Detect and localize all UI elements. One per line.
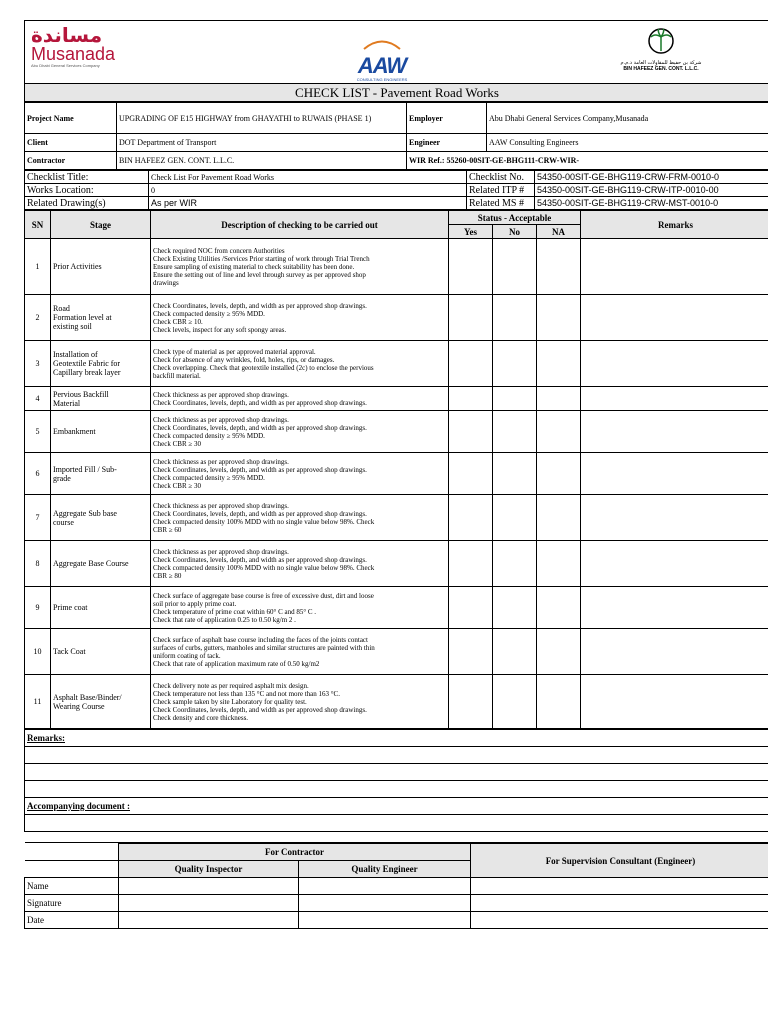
- checklist-no-value: 54350-00SIT-GE-BHG119-CRW-FRM-0010-0: [535, 171, 768, 184]
- status-na-cell[interactable]: [537, 453, 581, 495]
- wir-ref: WIR Ref.: 55260-00SIT-GE-BHG111-CRW-WIR-: [407, 152, 768, 170]
- row-stage: Aggregate Sub base course: [51, 495, 151, 541]
- row-remarks-cell[interactable]: [581, 495, 768, 541]
- stage-header: Stage: [51, 211, 151, 239]
- status-no-cell[interactable]: [493, 675, 537, 729]
- row-remarks-cell[interactable]: [581, 453, 768, 495]
- na-header: NA: [537, 225, 581, 239]
- row-sn: 10: [25, 629, 51, 675]
- description-line: Check compacted density ≥ 95% MDD.: [153, 309, 265, 318]
- row-remarks-cell[interactable]: [581, 587, 768, 629]
- project-name-label: Project Name: [25, 103, 117, 134]
- row-description: [151, 341, 449, 387]
- description-line: Check Coordinates, levels, depth, and width as per approved shop drawings.: [153, 301, 367, 310]
- spacer-row: [25, 832, 768, 843]
- description-line: Check CBR ≥ 10.: [153, 317, 203, 326]
- row-remarks-cell[interactable]: [581, 675, 768, 729]
- remarks-label: Remarks:: [25, 730, 768, 747]
- related-drawing-value: As per WIR: [149, 197, 467, 210]
- checklist-meta-table: [24, 170, 768, 210]
- project-info-table: [24, 102, 768, 170]
- description-line: soil prior to apply prime coat.: [153, 599, 237, 608]
- row-description: [151, 587, 449, 629]
- checklist-row: [25, 239, 768, 295]
- row-stage: Prime coat: [51, 587, 151, 629]
- row-description: [151, 387, 449, 411]
- date-label: Date: [25, 912, 119, 929]
- remarks-table: [24, 729, 768, 843]
- related-itp-value: 54350-00SIT-GE-BHG119-CRW-ITP-0010-00: [535, 184, 768, 197]
- row-stage: Prior Activities: [51, 239, 151, 295]
- no-header: No: [493, 225, 537, 239]
- row-stage: Road Formation level at existing soil: [51, 295, 151, 341]
- row-remarks-cell[interactable]: [581, 541, 768, 587]
- description-line: Check that rate of application 0.25 to 0.50 kg/m 2 .: [153, 615, 296, 624]
- row-sn: 9: [25, 587, 51, 629]
- description-line: Check levels, inspect for any soft spongy areas.: [153, 325, 287, 334]
- row-sn: 2: [25, 295, 51, 341]
- contractor-label: Contractor: [25, 152, 117, 170]
- description-line: Check compacted density ≥ 95% MDD.: [153, 473, 265, 482]
- status-yes-cell[interactable]: [449, 541, 493, 587]
- status-yes-cell[interactable]: [449, 295, 493, 341]
- accompanying-label: Accompanying document :: [25, 798, 768, 815]
- row-stage: Embankment: [51, 411, 151, 453]
- row-stage: Pervious Backfill Material: [51, 387, 151, 411]
- supervision-signature-cell[interactable]: [471, 895, 768, 912]
- status-header: Status - Acceptable: [449, 211, 581, 225]
- description-line: Check surface of asphalt base course including the faces of the joints contact: [153, 635, 368, 644]
- description-line: Check compacted density 100% MDD with no single value below 98%. Check: [153, 517, 375, 526]
- status-yes-cell[interactable]: [449, 675, 493, 729]
- row-description: [151, 629, 449, 675]
- row-remarks-cell[interactable]: [581, 411, 768, 453]
- description-line: Check temperature of prime coat within 60° C and 85° C .: [153, 607, 317, 616]
- description-line: Check sample taken by site Laboratory for quality test.: [153, 697, 307, 706]
- checklist-row: [25, 629, 768, 675]
- remarks-line[interactable]: [25, 747, 768, 764]
- row-description: [151, 675, 449, 729]
- status-no-cell[interactable]: [493, 629, 537, 675]
- engineer-name-cell[interactable]: [299, 878, 471, 895]
- engineer-date-cell[interactable]: [299, 912, 471, 929]
- description-line: Check density and core thickness.: [153, 713, 249, 722]
- checklist-table: [24, 210, 768, 729]
- yes-header: Yes: [449, 225, 493, 239]
- checklist-title-value: Check List For Pavement Road Works: [149, 171, 467, 184]
- status-yes-cell[interactable]: [449, 453, 493, 495]
- description-line: Check thickness as per approved shop drawings.: [153, 547, 289, 556]
- works-location-label: Works Location:: [25, 184, 149, 197]
- status-na-cell[interactable]: [537, 387, 581, 411]
- status-na-cell[interactable]: [537, 587, 581, 629]
- row-remarks-cell[interactable]: [581, 295, 768, 341]
- description-line: Check that rate of application maximum rate of 0.50 kg/m2: [153, 659, 320, 668]
- description-line: Check Existing Utilities /Services Prior starting of work through Trial Trench: [153, 254, 370, 263]
- status-na-cell[interactable]: [537, 239, 581, 295]
- row-stage: Asphalt Base/Binder/ Wearing Course: [51, 675, 151, 729]
- status-no-cell[interactable]: [493, 295, 537, 341]
- musanada-subtitle: Abu Dhabi General Services Company: [31, 63, 100, 68]
- works-location-value: 0: [149, 184, 467, 197]
- row-description: [151, 541, 449, 587]
- for-supervision-header: For Supervision Consultant (Engineer): [471, 844, 768, 878]
- inspector-date-cell[interactable]: [119, 912, 299, 929]
- status-na-cell[interactable]: [537, 495, 581, 541]
- binhafeez-logo: [613, 27, 709, 79]
- row-description: [151, 295, 449, 341]
- status-na-cell[interactable]: [537, 341, 581, 387]
- engineer-value: AAW Consulting Engineers: [487, 134, 768, 152]
- musanada-arabic: مساندة: [31, 23, 103, 47]
- quality-inspector-header: Quality Inspector: [119, 861, 299, 878]
- quality-engineer-header: Quality Engineer: [299, 861, 471, 878]
- project-name-value: UPGRADING OF E15 HIGHWAY from GHAYATHI to RUWAIS (PHASE 1): [117, 103, 407, 134]
- description-line: Check temperature not less than 135 °C and not more than 163 °C.: [153, 689, 340, 698]
- signature-table: [24, 843, 768, 929]
- description-line: Ensure the setting out of line and level through survey as per approved shop: [153, 270, 366, 279]
- description-line: Check type of material as per approved material approval.: [153, 347, 316, 356]
- description-line: Check Coordinates, levels, depth, and width as per approved shop drawings.: [153, 465, 367, 474]
- related-itp-label: Related ITP #: [467, 184, 535, 197]
- status-na-cell[interactable]: [537, 629, 581, 675]
- row-sn: 7: [25, 495, 51, 541]
- row-stage: Installation of Geotextile Fabric for Capillary break layer: [51, 341, 151, 387]
- binhafeez-name: BIN HAFEEZ GEN. CONT. L.L.C.: [623, 66, 699, 72]
- checklist-row: [25, 295, 768, 341]
- description-line: Check delivery note as per required asphalt mix design.: [153, 681, 309, 690]
- description-line: Check for absence of any wrinkles, fold, holes, rips, or damages.: [153, 355, 335, 364]
- description-line: Check compacted density ≥ 95% MDD.: [153, 431, 265, 440]
- status-no-cell[interactable]: [493, 495, 537, 541]
- accompanying-line[interactable]: [25, 815, 768, 832]
- description-line: surfaces of curbs, gutters, manholes and similar structures are painted with thin: [153, 643, 375, 652]
- row-description: [151, 453, 449, 495]
- status-na-cell[interactable]: [537, 675, 581, 729]
- checklist-row: [25, 587, 768, 629]
- row-remarks-cell[interactable]: [581, 239, 768, 295]
- musanada-name: Musanada: [31, 44, 116, 64]
- employer-value: Abu Dhabi General Services Company,Musanada: [487, 103, 768, 134]
- related-ms-label: Related MS #: [467, 197, 535, 210]
- description-line: Check thickness as per approved shop drawings.: [153, 390, 289, 399]
- page-title: CHECK LIST - Pavement Road Works: [24, 83, 768, 102]
- client-value: DOT Department of Transport: [117, 134, 407, 152]
- status-no-cell[interactable]: [493, 587, 537, 629]
- description-line: Check Coordinates, levels, depth, and width as per approved shop drawings.: [153, 509, 367, 518]
- palm-tree-icon: [645, 27, 677, 55]
- checklist-no-label: Checklist No.: [467, 171, 535, 184]
- related-drawing-label: Related Drawing(s): [25, 197, 149, 210]
- aaw-arc-icon: [362, 38, 402, 50]
- description-line: Check CBR ≥ 30: [153, 439, 201, 448]
- description-line: Check required NOC from concern Authorities: [153, 246, 285, 255]
- status-yes-cell[interactable]: [449, 629, 493, 675]
- row-stage: Tack Coat: [51, 629, 151, 675]
- signature-label: Signature: [25, 895, 119, 912]
- engineer-label: Engineer: [407, 134, 487, 152]
- row-description: [151, 239, 449, 295]
- status-yes-cell[interactable]: [449, 411, 493, 453]
- inspector-signature-cell[interactable]: [119, 895, 299, 912]
- status-yes-cell[interactable]: [449, 387, 493, 411]
- remarks-line[interactable]: [25, 764, 768, 781]
- row-sn: 8: [25, 541, 51, 587]
- description-line: backfill material.: [153, 371, 201, 380]
- client-label: Client: [25, 134, 117, 152]
- contractor-value: BIN HAFEEZ GEN. CONT. L.L.C.: [117, 152, 407, 170]
- row-remarks-cell[interactable]: [581, 341, 768, 387]
- row-sn: 11: [25, 675, 51, 729]
- checklist-title-label: Checklist Title:: [25, 171, 149, 184]
- row-remarks-cell[interactable]: [581, 387, 768, 411]
- description-header: Description of checking to be carried out: [151, 211, 449, 239]
- row-sn: 4: [25, 387, 51, 411]
- checklist-row: [25, 411, 768, 453]
- description-line: Check Coordinates, levels, depth, and width as per approved shop drawings.: [153, 555, 367, 564]
- row-description: [151, 495, 449, 541]
- name-label: Name: [25, 878, 119, 895]
- checklist-row: [25, 453, 768, 495]
- checklist-row: [25, 675, 768, 729]
- description-line: Check compacted density 100% MDD with no single value below 98%. Check: [153, 563, 375, 572]
- description-line: Check Coordinates, levels, depth, and width as per approved shop drawings.: [153, 705, 367, 714]
- binhafeez-arabic: شركة بن حفيظ للمقاولات العامة ذ.م.م: [620, 60, 702, 66]
- status-no-cell[interactable]: [493, 239, 537, 295]
- description-line: uniform coating of tack.: [153, 651, 221, 660]
- row-sn: 6: [25, 453, 51, 495]
- status-no-cell[interactable]: [493, 387, 537, 411]
- description-line: Check thickness as per approved shop drawings.: [153, 415, 289, 424]
- description-line: CBR ≥ 80: [153, 571, 182, 580]
- remarks-line[interactable]: [25, 781, 768, 798]
- inspector-name-cell[interactable]: [119, 878, 299, 895]
- row-sn: 1: [25, 239, 51, 295]
- description-line: Check CBR ≥ 30: [153, 481, 201, 490]
- description-line: Check thickness as per approved shop drawings.: [153, 457, 289, 466]
- description-line: Check Coordinates, levels, depth, and width as per approved shop drawings.: [153, 423, 367, 432]
- sn-header: SN: [25, 211, 51, 239]
- for-contractor-header: For Contractor: [119, 844, 471, 861]
- row-sn: 3: [25, 341, 51, 387]
- supervision-date-cell[interactable]: [471, 912, 768, 929]
- description-line: CBR ≥ 60: [153, 525, 182, 534]
- header-logos: [24, 20, 768, 83]
- checklist-row: [25, 387, 768, 411]
- description-line: Check overlapping. Check that geotextile installed (2c) to enclose the pervious: [153, 363, 374, 372]
- aaw-logo: [339, 37, 425, 82]
- engineer-signature-cell[interactable]: [299, 895, 471, 912]
- description-line: Check Coordinates, levels, depth, and width as per approved shop drawings.: [153, 398, 367, 407]
- status-no-cell[interactable]: [493, 341, 537, 387]
- checklist-row: [25, 341, 768, 387]
- status-no-cell[interactable]: [493, 411, 537, 453]
- supervision-name-cell[interactable]: [471, 878, 768, 895]
- employer-label: Employer: [407, 103, 487, 134]
- status-no-cell[interactable]: [493, 453, 537, 495]
- status-na-cell[interactable]: [537, 295, 581, 341]
- status-na-cell[interactable]: [537, 541, 581, 587]
- status-yes-cell[interactable]: [449, 239, 493, 295]
- row-sn: 5: [25, 411, 51, 453]
- aaw-subtitle: CONSULTING ENGINEERS: [356, 77, 408, 82]
- description-line: Check thickness as per approved shop drawings.: [153, 501, 289, 510]
- description-line: Check surface of aggregate base course is free of excessive dust, dirt and loose: [153, 591, 374, 600]
- row-remarks-cell[interactable]: [581, 629, 768, 675]
- description-line: drawings: [153, 278, 179, 287]
- remarks-header: Remarks: [581, 211, 768, 239]
- row-stage: Aggregate Base Course: [51, 541, 151, 587]
- row-description: [151, 411, 449, 453]
- musanada-logo: [31, 25, 141, 79]
- status-yes-cell[interactable]: [449, 495, 493, 541]
- checklist-row: [25, 541, 768, 587]
- description-line: Ensure sampling of existing material to check suitability has been done.: [153, 262, 355, 271]
- checklist-row: [25, 495, 768, 541]
- status-yes-cell[interactable]: [449, 587, 493, 629]
- checklist-sheet: [24, 20, 768, 929]
- row-stage: Imported Fill / Sub- grade: [51, 453, 151, 495]
- aaw-name: AAW: [357, 53, 407, 78]
- status-na-cell[interactable]: [537, 411, 581, 453]
- status-no-cell[interactable]: [493, 541, 537, 587]
- related-ms-value: 54350-00SIT-GE-BHG119-CRW-MST-0010-0: [535, 197, 768, 210]
- status-yes-cell[interactable]: [449, 341, 493, 387]
